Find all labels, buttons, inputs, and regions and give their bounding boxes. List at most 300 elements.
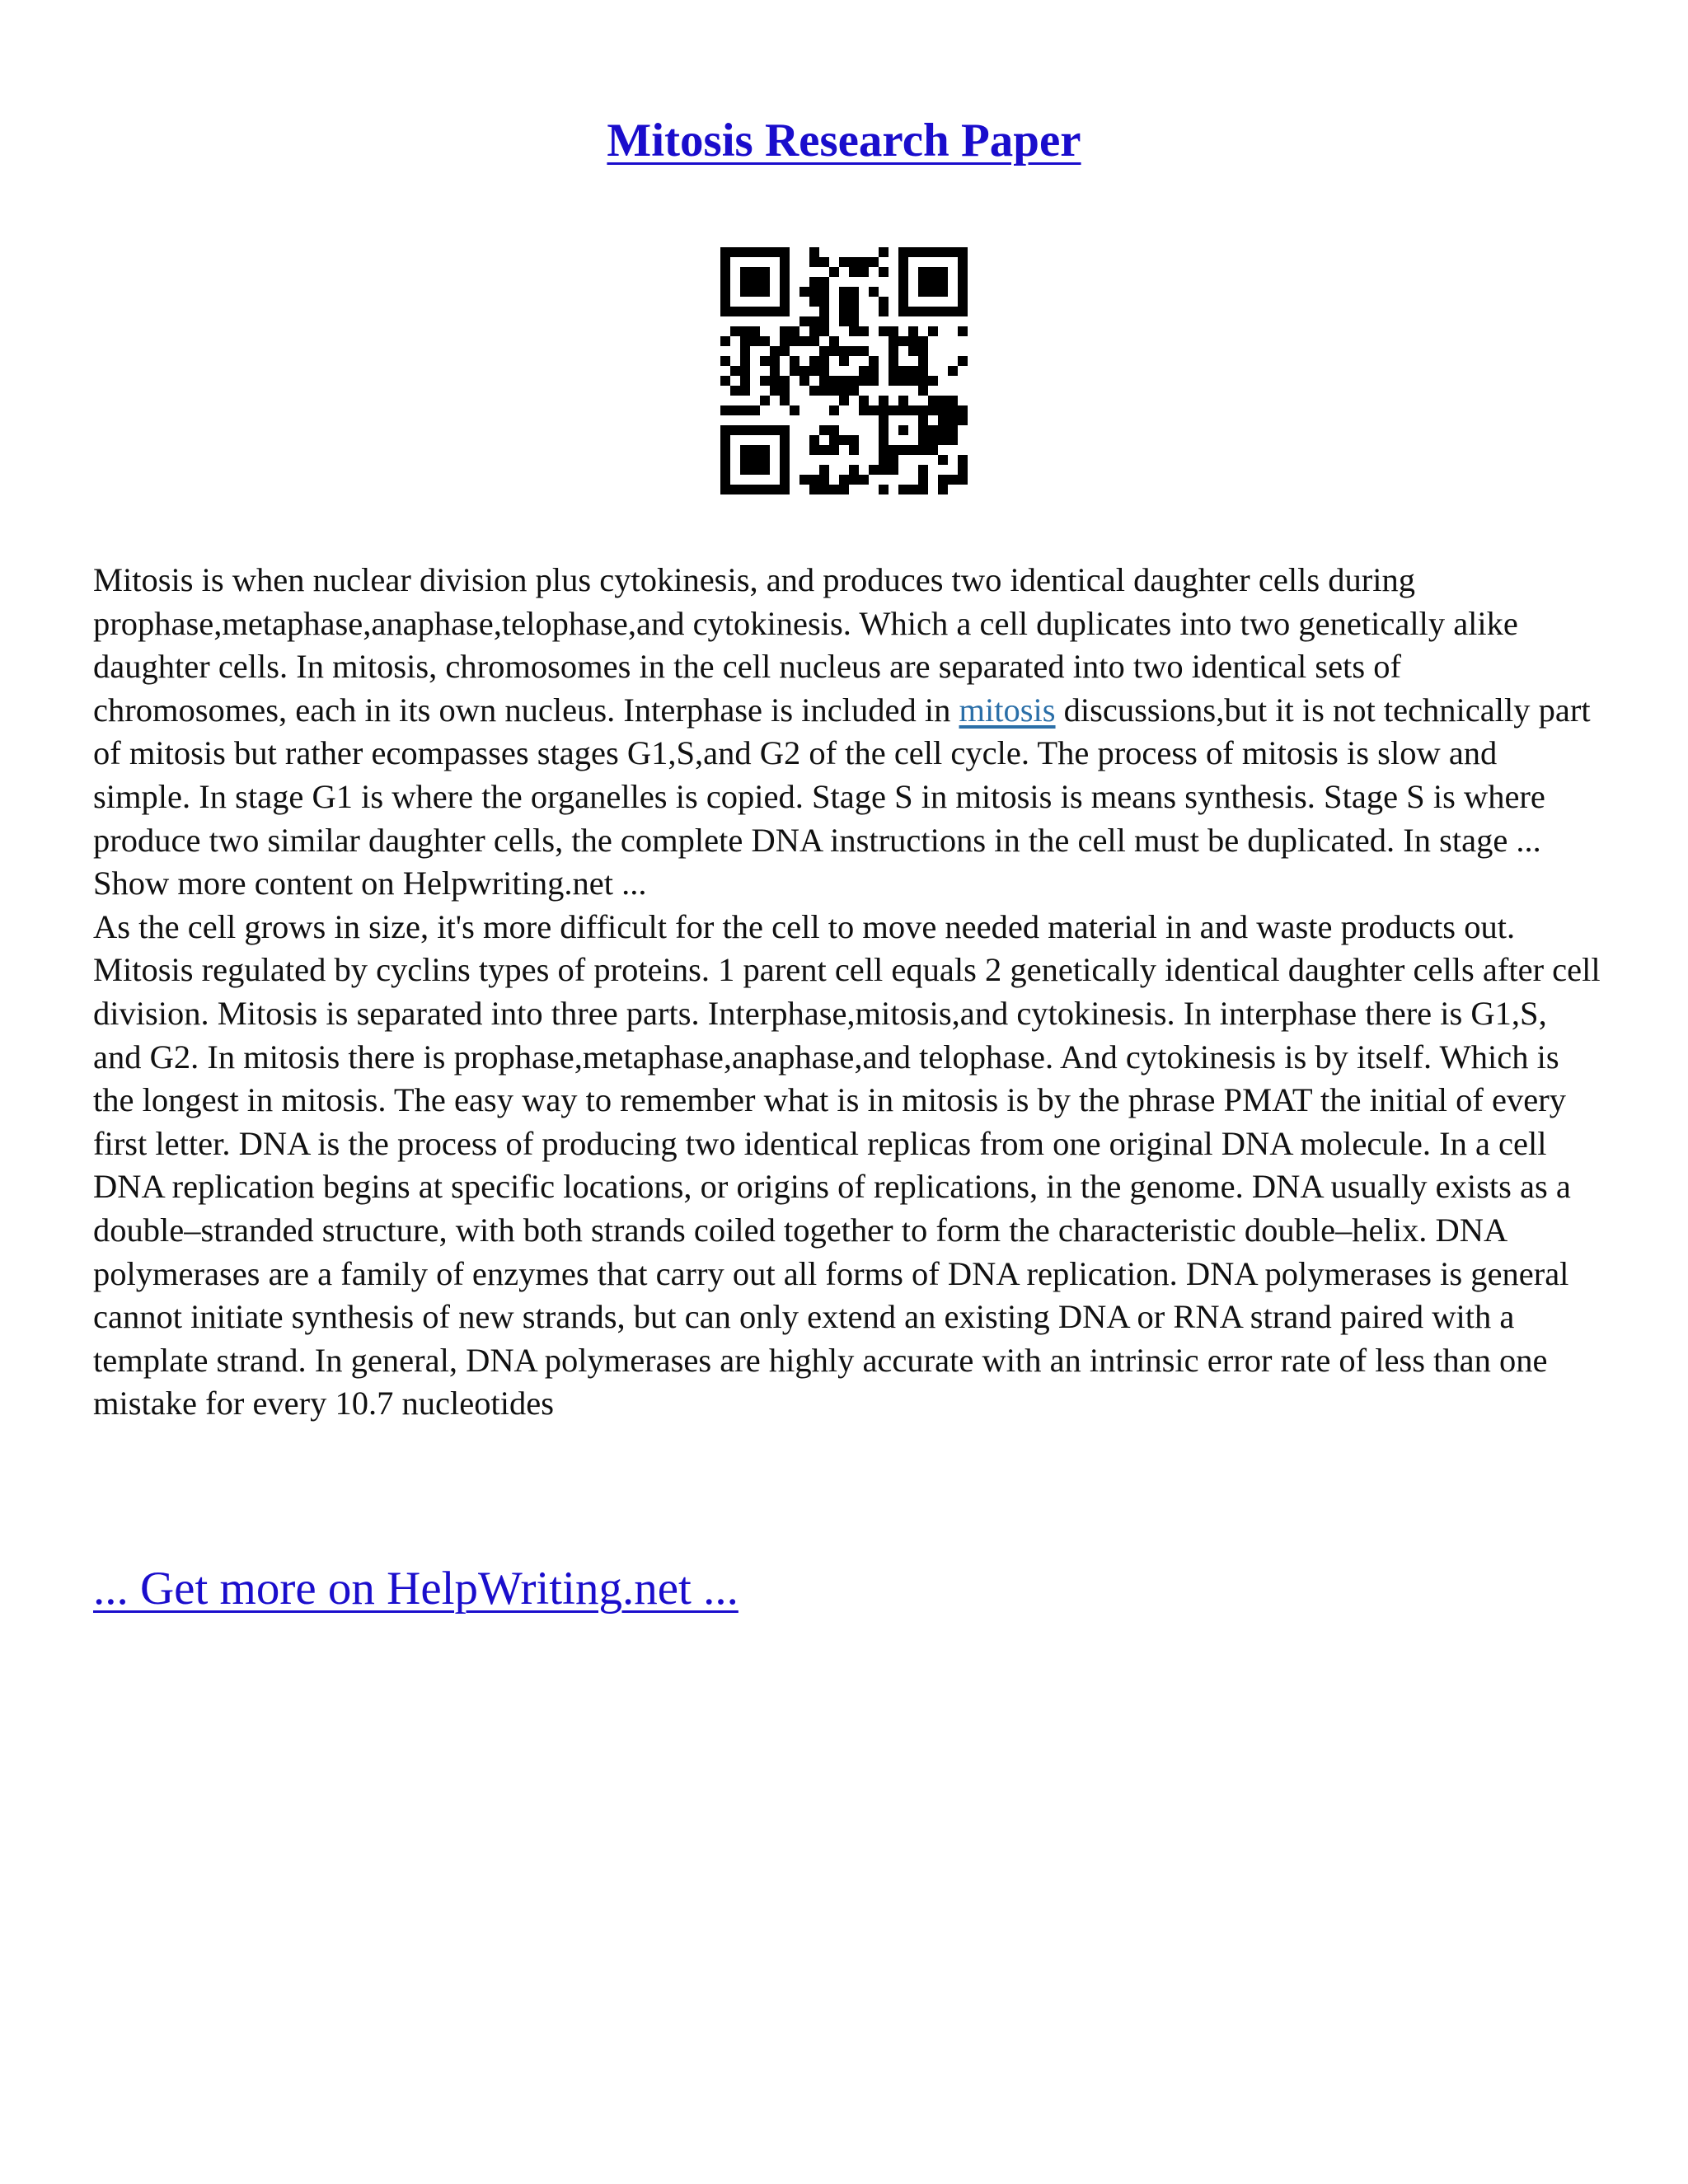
qr-module xyxy=(918,346,928,356)
qr-module xyxy=(760,445,770,455)
qr-module xyxy=(809,386,819,396)
qr-module xyxy=(918,435,928,445)
qr-module xyxy=(740,346,750,356)
qr-module xyxy=(780,346,790,356)
qr-module xyxy=(879,405,889,415)
qr-module xyxy=(780,326,790,336)
qr-module xyxy=(849,445,859,455)
qr-code-icon xyxy=(720,247,968,494)
qr-module xyxy=(720,287,730,297)
qr-module xyxy=(819,475,829,485)
qr-module xyxy=(928,307,938,316)
qr-module xyxy=(750,425,760,435)
qr-module xyxy=(740,445,750,455)
paragraph-1-text-end: discussions,but it is not technically part of mitosis but rather ecompasses stages G1,S,and G2 of the cell cycle. The process of mitosis is slow and simple. In stage G1 is where the organelles is copied. Stage S in mitosis is means synthesis. Stage S is where produce two similar daughter cells, the complete DNA instructions in the cell must be duplicated. In stage ... Show more content on Helpwriting.net ... xyxy=(93,691,1591,902)
qr-module xyxy=(770,485,780,494)
qr-module xyxy=(720,297,730,307)
qr-module xyxy=(928,277,938,287)
qr-module xyxy=(898,247,908,257)
qr-module xyxy=(948,425,958,435)
qr-module xyxy=(720,425,730,435)
qr-module xyxy=(819,316,829,326)
qr-module xyxy=(730,366,740,376)
qr-module xyxy=(829,405,839,415)
qr-module xyxy=(780,257,790,267)
qr-module xyxy=(809,326,819,336)
qr-module xyxy=(948,307,958,316)
qr-module xyxy=(958,405,968,415)
qr-module xyxy=(948,396,958,405)
qr-module xyxy=(780,307,790,316)
qr-module xyxy=(938,277,948,287)
qr-module xyxy=(720,435,730,445)
qr-module xyxy=(869,366,879,376)
qr-module xyxy=(958,267,968,277)
qr-module xyxy=(898,396,908,405)
qr-module xyxy=(849,267,859,277)
qr-module xyxy=(879,455,889,465)
qr-module xyxy=(819,297,829,307)
qr-module xyxy=(879,307,889,316)
qr-module xyxy=(928,267,938,277)
qr-module xyxy=(839,297,849,307)
paragraph-1-text-start: Mitosis is when nuclear division plus cytokinesis, and produces two identical daughter cells during prophase,metaphase,anaphase,telophase,and cytokinesis. Which a cell duplicates into two genetically alike daughter cells. In mitosis, chromosomes in the cell nucleus are separated into two identical sets of chromosomes, each in its own nucleus. Interphase is included in xyxy=(93,561,1518,729)
qr-module xyxy=(918,465,928,475)
qr-module xyxy=(918,415,928,425)
qr-module xyxy=(849,316,859,326)
qr-module xyxy=(889,336,898,346)
qr-module xyxy=(908,346,918,356)
page-title-link[interactable]: Mitosis Research Paper xyxy=(607,115,1081,166)
qr-module xyxy=(918,405,928,415)
qr-module xyxy=(839,346,849,356)
qr-module xyxy=(819,425,829,435)
qr-module xyxy=(859,267,869,277)
qr-module xyxy=(889,326,898,336)
qr-module xyxy=(740,287,750,297)
qr-module xyxy=(799,316,809,326)
qr-module xyxy=(809,257,819,267)
qr-module xyxy=(958,307,968,316)
qr-module xyxy=(829,376,839,386)
qr-module xyxy=(889,465,898,475)
qr-module xyxy=(720,257,730,267)
qr-module xyxy=(799,366,809,376)
qr-module xyxy=(740,247,750,257)
qr-module xyxy=(938,415,948,425)
qr-module xyxy=(750,445,760,455)
qr-module xyxy=(938,287,948,297)
qr-module xyxy=(720,356,730,366)
qr-module xyxy=(790,336,799,346)
qr-module xyxy=(829,445,839,455)
qr-module xyxy=(780,247,790,257)
qr-module xyxy=(760,356,770,366)
qr-module xyxy=(809,475,819,485)
qr-module xyxy=(760,485,770,494)
qr-module xyxy=(918,366,928,376)
qr-module xyxy=(839,316,849,326)
qr-module xyxy=(869,257,879,267)
qr-module xyxy=(829,336,839,346)
qr-module xyxy=(889,455,898,465)
qr-module xyxy=(819,485,829,494)
qr-module xyxy=(928,376,938,386)
qr-module xyxy=(839,257,849,267)
qr-module xyxy=(720,267,730,277)
qr-module xyxy=(898,287,908,297)
qr-module xyxy=(898,425,908,435)
qr-module xyxy=(760,247,770,257)
mitosis-link[interactable]: mitosis xyxy=(959,691,1056,729)
qr-module xyxy=(780,396,790,405)
qr-module xyxy=(790,405,799,415)
qr-module xyxy=(799,287,809,297)
qr-module xyxy=(879,326,889,336)
qr-module xyxy=(780,465,790,475)
qr-module xyxy=(750,277,760,287)
qr-module xyxy=(918,475,928,485)
qr-module xyxy=(869,287,879,297)
paragraph-2: As the cell grows in size, it's more difficult for the cell to move needed material in and waste products out. Mitosis regulated by cyclins types of proteins. 1 parent cell equals 2 genetically identical daughter cells after cell division. Mitosis is separated into three parts. Interphase,mitosis,and cytokinesis. In interphase there is G1,S, and G2. In mitosis there is prophase,metaphase,anaphase,and telophase. And cytokinesis is by itself. Which is the longest in mitosis. The easy way to remember what is in mitosis is by the phrase PMAT the initial of every first letter. DNA is the process of producing two identical replicas from one original DNA molecule. In a cell DNA replication begins at specific locations, or origins of replications, in the genome. DNA usually exists as a double–stranded structure, with both strands coiled together to form the characteristic double–helix. DNA polymerases are a family of enzymes that carry out all forms of DNA replication. DNA polymerases is general cannot initiate synthesis of new strands, but can only extend an existing DNA or RNA strand paired with a template strand. In general, DNA polymerases are highly accurate with an intrinsic error rate of less than one mistake for every 10.7 nucleotides xyxy=(93,907,1601,1422)
qr-module xyxy=(938,455,948,465)
qr-module xyxy=(780,485,790,494)
qr-module xyxy=(829,425,839,435)
qr-module xyxy=(790,356,799,366)
qr-module xyxy=(780,376,790,386)
qr-module xyxy=(839,485,849,494)
qr-module xyxy=(730,485,740,494)
qr-module xyxy=(809,277,819,287)
qr-module xyxy=(898,297,908,307)
qr-module xyxy=(958,277,968,287)
qr-module xyxy=(780,336,790,346)
qr-module xyxy=(770,376,780,386)
qr-module xyxy=(750,267,760,277)
qr-module xyxy=(928,287,938,297)
qr-module xyxy=(938,485,948,494)
paragraph-1 xyxy=(93,559,1601,906)
qr-module xyxy=(720,307,730,316)
qr-module xyxy=(859,376,869,386)
qr-module xyxy=(809,356,819,366)
qr-module xyxy=(849,435,859,445)
qr-module xyxy=(849,307,859,316)
qr-module xyxy=(760,376,770,386)
qr-module xyxy=(948,415,958,425)
qr-module xyxy=(720,445,730,455)
qr-module xyxy=(730,307,740,316)
qr-module xyxy=(829,386,839,396)
qr-module xyxy=(908,307,918,316)
qr-module xyxy=(780,435,790,445)
qr-module xyxy=(908,336,918,346)
qr-module xyxy=(730,386,740,396)
qr-module xyxy=(958,297,968,307)
qr-module xyxy=(819,287,829,297)
qr-module xyxy=(918,287,928,297)
qr-module xyxy=(740,376,750,386)
qr-module xyxy=(740,386,750,396)
qr-module xyxy=(740,366,750,376)
qr-module xyxy=(770,356,780,366)
qr-module xyxy=(720,376,730,386)
qr-module xyxy=(898,267,908,277)
qr-module xyxy=(879,445,889,455)
qr-module xyxy=(918,247,928,257)
qr-module xyxy=(898,485,908,494)
qr-module xyxy=(720,405,730,415)
qr-module xyxy=(809,445,819,455)
qr-module xyxy=(849,287,859,297)
qr-module xyxy=(938,475,948,485)
qr-module xyxy=(948,435,958,445)
qr-module xyxy=(839,435,849,445)
qr-module xyxy=(819,277,829,287)
qr-module xyxy=(720,475,730,485)
qr-module xyxy=(918,376,928,386)
qr-module xyxy=(760,267,770,277)
qr-module xyxy=(958,257,968,267)
qr-module xyxy=(760,425,770,435)
qr-module xyxy=(879,465,889,475)
qr-module xyxy=(889,445,898,455)
qr-module xyxy=(780,287,790,297)
qr-module xyxy=(780,277,790,287)
qr-module xyxy=(760,307,770,316)
qr-module xyxy=(869,465,879,475)
qr-module xyxy=(770,247,780,257)
qr-module xyxy=(859,396,869,405)
qr-module xyxy=(938,307,948,316)
qr-module xyxy=(859,346,869,356)
qr-module xyxy=(908,247,918,257)
qr-module xyxy=(780,425,790,435)
qr-module xyxy=(898,445,908,455)
qr-module xyxy=(869,376,879,386)
qr-module xyxy=(879,415,889,425)
qr-module xyxy=(849,465,859,475)
qr-module xyxy=(750,485,760,494)
qr-module xyxy=(770,425,780,435)
qr-module xyxy=(819,376,829,386)
qr-module xyxy=(928,405,938,415)
qr-module xyxy=(799,376,809,386)
qr-module xyxy=(809,336,819,346)
qr-module xyxy=(740,326,750,336)
qr-module xyxy=(790,326,799,336)
qr-module xyxy=(898,376,908,386)
qr-module xyxy=(770,346,780,356)
qr-module xyxy=(780,455,790,465)
qr-module xyxy=(859,257,869,267)
qr-module xyxy=(750,307,760,316)
qr-module xyxy=(760,396,770,405)
qr-module xyxy=(819,346,829,356)
qr-module xyxy=(849,376,859,386)
qr-module xyxy=(819,257,829,267)
qr-module xyxy=(938,435,948,445)
qr-module xyxy=(898,307,908,316)
qr-module xyxy=(780,267,790,277)
qr-module xyxy=(879,396,889,405)
qr-module xyxy=(938,247,948,257)
qr-module xyxy=(918,386,928,396)
qr-module xyxy=(948,475,958,485)
qr-module xyxy=(819,386,829,396)
qr-module xyxy=(780,445,790,455)
qr-module xyxy=(740,425,750,435)
qr-module xyxy=(958,247,968,257)
qr-module xyxy=(750,455,760,465)
qr-module xyxy=(819,445,829,455)
qr-module xyxy=(918,445,928,455)
qr-module xyxy=(730,425,740,435)
qr-module xyxy=(750,465,760,475)
qr-module xyxy=(720,465,730,475)
qr-module xyxy=(809,287,819,297)
qr-module xyxy=(918,336,928,346)
qr-module xyxy=(958,415,968,425)
qr-module xyxy=(898,277,908,287)
qr-module xyxy=(750,287,760,297)
qr-module xyxy=(849,326,859,336)
qr-module xyxy=(819,356,829,366)
qr-module xyxy=(928,445,938,455)
qr-module xyxy=(839,396,849,405)
qr-module xyxy=(809,485,819,494)
qr-module xyxy=(839,287,849,297)
qr-module xyxy=(918,307,928,316)
qr-module xyxy=(829,435,839,445)
qr-module xyxy=(908,376,918,386)
get-more-link[interactable]: ... Get more on HelpWriting.net ... xyxy=(93,1563,738,1615)
qr-module xyxy=(889,405,898,415)
qr-module xyxy=(849,475,859,485)
qr-module xyxy=(720,336,730,346)
qr-module xyxy=(809,316,819,326)
qr-module xyxy=(819,326,829,336)
qr-module xyxy=(849,386,859,396)
qr-module xyxy=(958,455,968,465)
qr-module xyxy=(898,336,908,346)
qr-module xyxy=(928,425,938,435)
qr-module xyxy=(819,307,829,316)
qr-module xyxy=(928,396,938,405)
qr-module xyxy=(760,287,770,297)
qr-module xyxy=(780,297,790,307)
qr-module xyxy=(908,445,918,455)
qr-module xyxy=(799,336,809,346)
qr-module xyxy=(720,455,730,465)
qr-module xyxy=(740,405,750,415)
qr-module xyxy=(908,405,918,415)
qr-module xyxy=(879,425,889,435)
qr-module xyxy=(889,366,898,376)
qr-module xyxy=(879,267,889,277)
qr-module xyxy=(898,366,908,376)
qr-module xyxy=(770,307,780,316)
qr-module xyxy=(928,247,938,257)
qr-module xyxy=(928,326,938,336)
qr-module xyxy=(829,267,839,277)
qr-module xyxy=(770,366,780,376)
qr-module xyxy=(898,257,908,267)
qr-module xyxy=(829,485,839,494)
qr-module xyxy=(730,247,740,257)
qr-module xyxy=(859,405,869,415)
qr-module xyxy=(799,475,809,485)
qr-module xyxy=(938,425,948,435)
qr-module xyxy=(938,405,948,415)
qr-module xyxy=(869,405,879,415)
qr-module xyxy=(849,297,859,307)
qr-module xyxy=(740,455,750,465)
qr-module xyxy=(720,485,730,494)
qr-module xyxy=(740,356,750,366)
qr-module xyxy=(760,277,770,287)
qr-module xyxy=(740,267,750,277)
qr-module xyxy=(809,247,819,257)
qr-module xyxy=(958,326,968,336)
qr-module xyxy=(908,485,918,494)
qr-module xyxy=(730,326,740,336)
qr-module xyxy=(918,425,928,435)
qr-module xyxy=(948,405,958,415)
qr-module xyxy=(740,277,750,287)
qr-module xyxy=(809,435,819,445)
qr-module xyxy=(740,465,750,475)
qr-module xyxy=(859,366,869,376)
qr-module xyxy=(938,267,948,277)
qr-module xyxy=(869,356,879,366)
qr-module xyxy=(819,465,829,475)
qr-module xyxy=(958,356,968,366)
qr-module xyxy=(750,247,760,257)
qr-module xyxy=(859,475,869,485)
qr-module xyxy=(958,475,968,485)
qr-module xyxy=(839,356,849,366)
qr-module xyxy=(809,297,819,307)
qr-module xyxy=(958,465,968,475)
qr-module xyxy=(908,326,918,336)
qr-module xyxy=(839,386,849,396)
qr-module xyxy=(889,346,898,356)
qr-module xyxy=(879,297,889,307)
qr-module xyxy=(948,366,958,376)
qr-module xyxy=(760,455,770,465)
qr-module xyxy=(760,465,770,475)
document-body xyxy=(93,559,1601,1426)
qr-module xyxy=(839,307,849,316)
qr-module xyxy=(918,267,928,277)
qr-module xyxy=(948,247,958,257)
qr-module xyxy=(720,247,730,257)
qr-module xyxy=(780,386,790,396)
qr-module xyxy=(750,336,760,346)
qr-module xyxy=(938,396,948,405)
qr-module xyxy=(839,376,849,386)
qr-module xyxy=(908,366,918,376)
qr-module xyxy=(720,277,730,287)
qr-module xyxy=(790,366,799,376)
qr-module xyxy=(879,435,889,445)
qr-module xyxy=(809,366,819,376)
qr-module xyxy=(918,356,928,366)
qr-module xyxy=(849,346,859,356)
qr-module xyxy=(760,336,770,346)
qr-module xyxy=(859,326,869,336)
